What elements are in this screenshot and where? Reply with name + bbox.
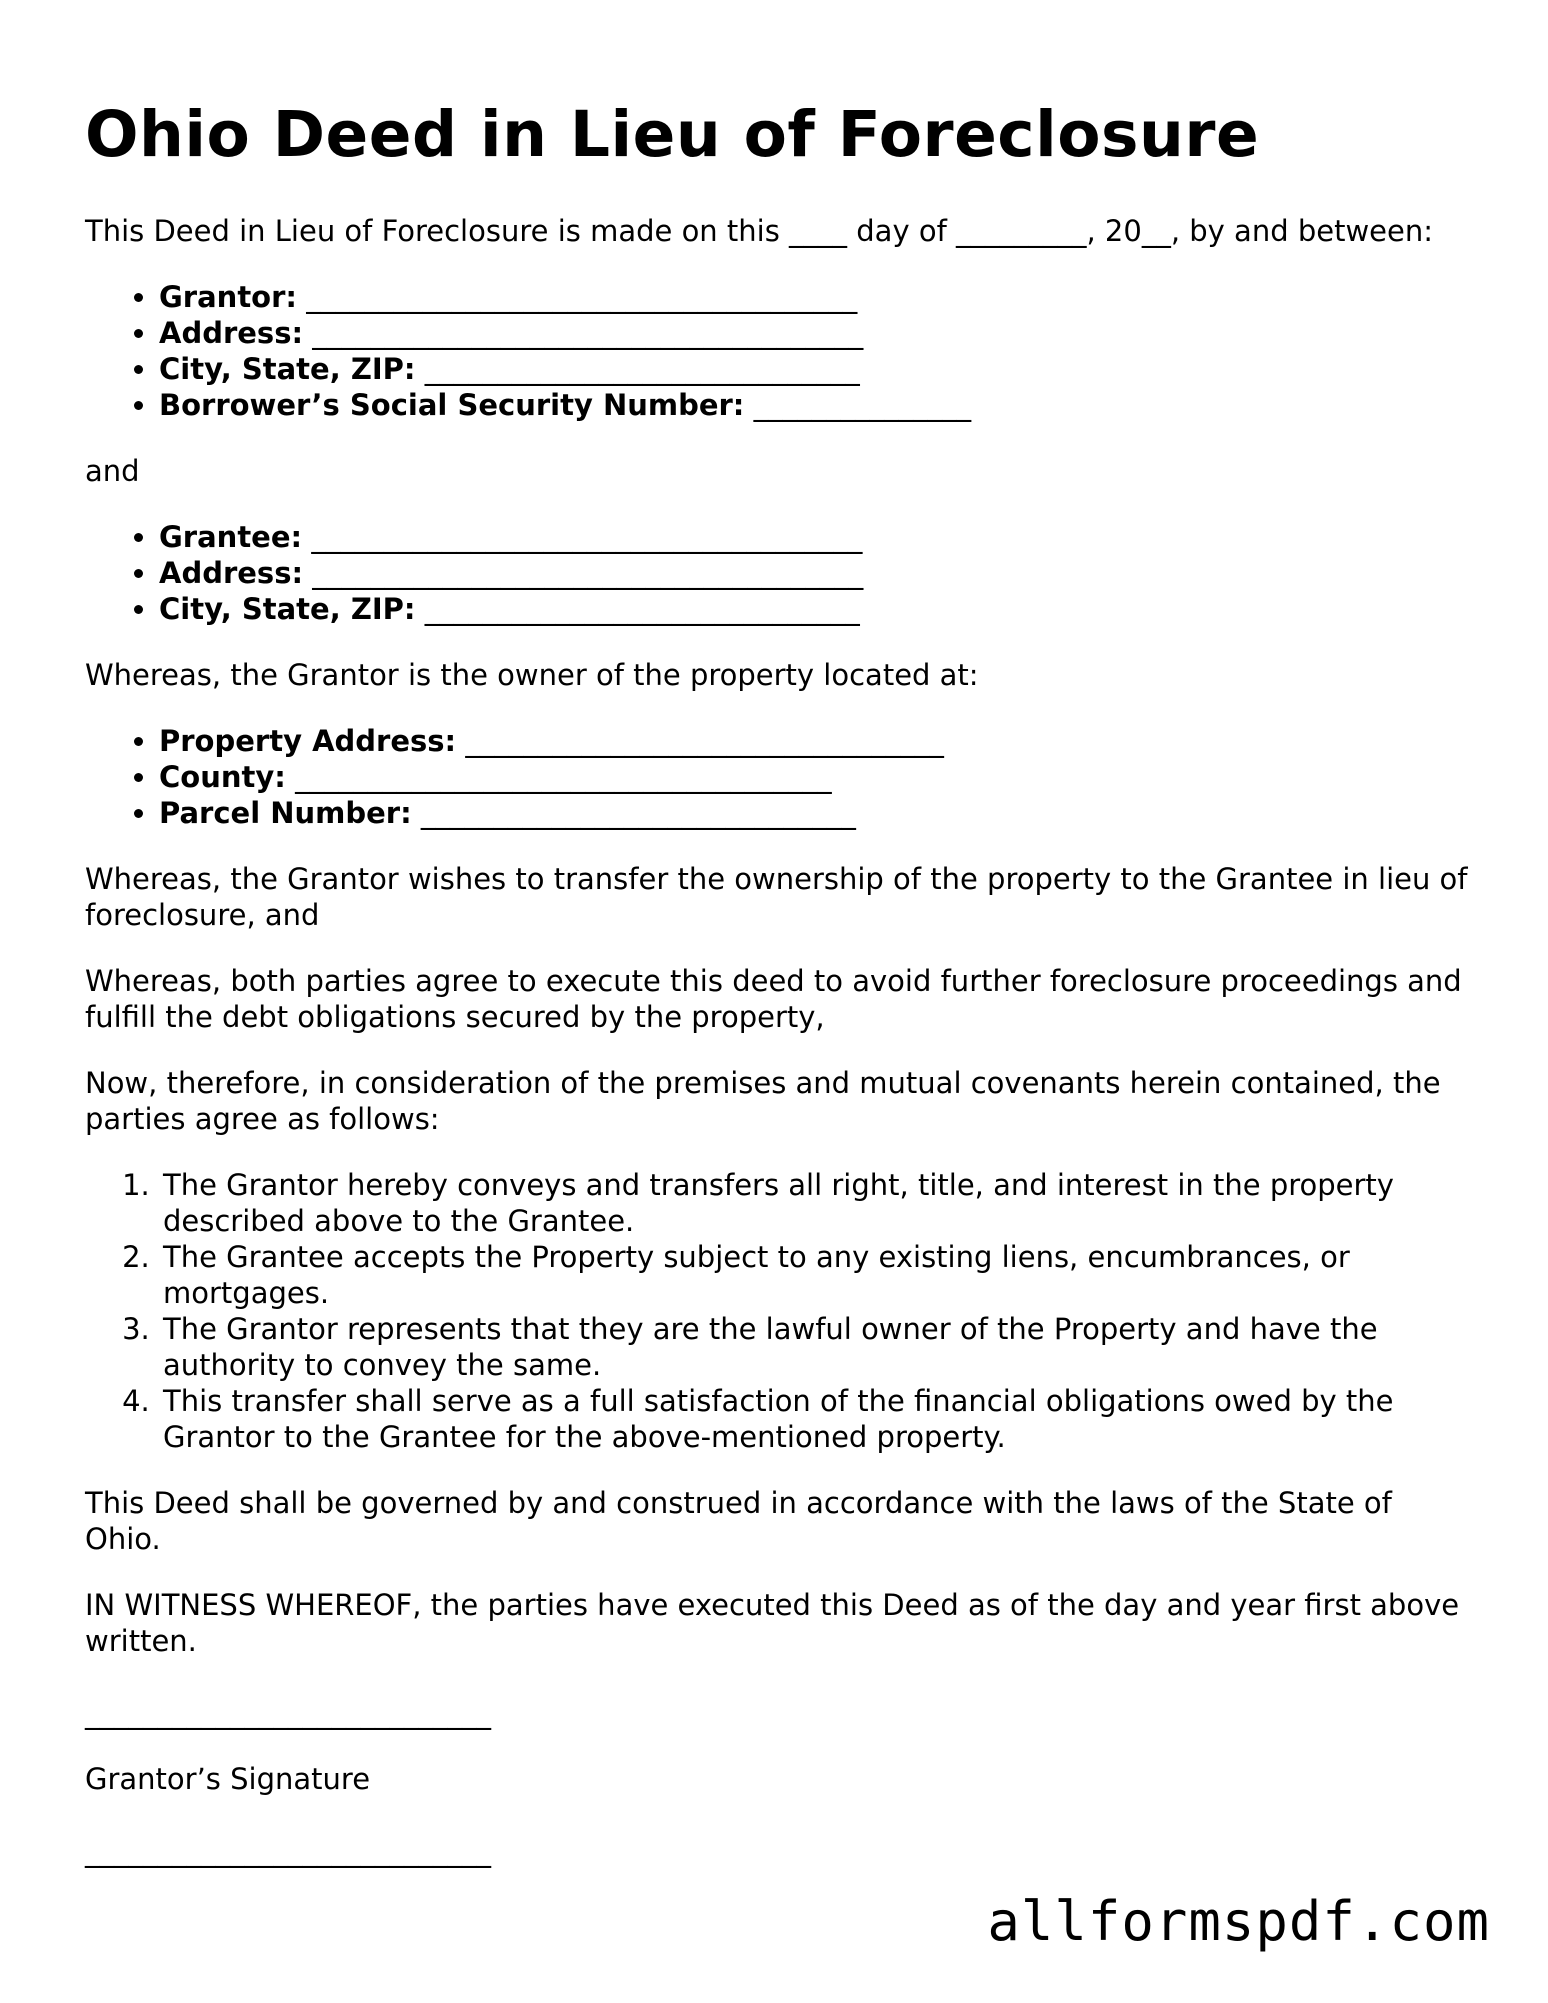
field-blank: ______________________________________ xyxy=(312,316,864,351)
list-item xyxy=(159,315,1475,351)
page-title: Ohio Deed in Lieu of Foreclosure xyxy=(85,98,1260,171)
list-item xyxy=(159,795,1475,831)
whereas-transfer-paragraph: Whereas, the Grantor wishes to transfer the ownership of the property to the Grantee in lieu of foreclosure, and xyxy=(85,862,1468,933)
field-label: Parcel Number: xyxy=(159,796,412,831)
terms-list xyxy=(85,1167,1475,1455)
document-page xyxy=(85,100,1475,1899)
intro-paragraph: This Deed in Lieu of Foreclosure is made on this ____ day of _________, 20__, by and between: xyxy=(85,214,1434,249)
now-therefore-paragraph: Now, therefore, in consideration of the premises and mutual covenants herein contained, the parties agree as follows: xyxy=(85,1066,1441,1137)
list-item xyxy=(159,279,1475,315)
governing-law-paragraph: This Deed shall be governed by and construed in accordance with the laws of the State of Ohio. xyxy=(85,1486,1392,1557)
watermark-text: allformspdf.com xyxy=(987,1890,1490,1953)
list-item xyxy=(159,555,1475,591)
list-item xyxy=(159,759,1475,795)
field-label: Borrower’s Social Security Number: xyxy=(159,388,745,423)
field-label: Address: xyxy=(159,316,304,351)
list-item xyxy=(159,591,1475,627)
grantor-signature-label: Grantor’s Signature xyxy=(85,1762,371,1797)
field-blank: ______________________________ xyxy=(424,592,860,627)
and-text: and xyxy=(85,454,140,489)
field-blank: ______________________________________ xyxy=(312,556,864,591)
list-item: 1. The Grantor hereby conveys and transfers all right, title, and interest in the property described above to the Grantee. xyxy=(159,1167,1475,1239)
field-label: City, State, ZIP: xyxy=(159,592,416,627)
grantee-field-list xyxy=(85,519,1475,627)
field-label: Address: xyxy=(159,556,304,591)
witness-paragraph: IN WITNESS WHEREOF, the parties have executed this Deed as of the day and year first above written. xyxy=(85,1588,1460,1659)
field-label: Property Address: xyxy=(159,724,457,759)
list-item: 2. The Grantee accepts the Property subject to any existing liens, encumbrances, or mortgages. xyxy=(159,1239,1475,1311)
field-blank: ______________________________ xyxy=(420,796,856,831)
field-blank: _______________ xyxy=(753,388,972,423)
field-blank: ______________________________ xyxy=(424,352,860,387)
list-item xyxy=(159,387,1475,423)
field-blank: _____________________________________ xyxy=(295,760,832,795)
whereas-agree-paragraph: Whereas, both parties agree to execute this deed to avoid further foreclosure proceedings and fulfill the debt obligations secured by the property, xyxy=(85,964,1462,1035)
field-label: Grantee: xyxy=(159,520,303,555)
field-label: County: xyxy=(159,760,286,795)
field-blank: _________________________________ xyxy=(465,724,944,759)
field-blank: ______________________________________ xyxy=(311,520,863,555)
property-field-list xyxy=(85,723,1475,831)
second-signature-line: ____________________________ xyxy=(85,1834,491,1869)
list-item: 3. The Grantor represents that they are the lawful owner of the Property and have the authority to convey the same. xyxy=(159,1311,1475,1383)
field-label: Grantor: xyxy=(159,280,298,315)
field-blank: ______________________________________ xyxy=(306,280,858,315)
whereas-owner-paragraph: Whereas, the Grantor is the owner of the property located at: xyxy=(85,658,979,693)
list-item: 4. This transfer shall serve as a full satisfaction of the financial obligations owed by the Grantor to the Grantee for the above-mentioned property. xyxy=(159,1383,1475,1455)
list-item xyxy=(159,723,1475,759)
list-item xyxy=(159,519,1475,555)
field-label: City, State, ZIP: xyxy=(159,352,416,387)
grantor-signature-line: ____________________________ xyxy=(85,1696,491,1731)
list-item xyxy=(159,351,1475,387)
grantor-field-list xyxy=(85,279,1475,423)
